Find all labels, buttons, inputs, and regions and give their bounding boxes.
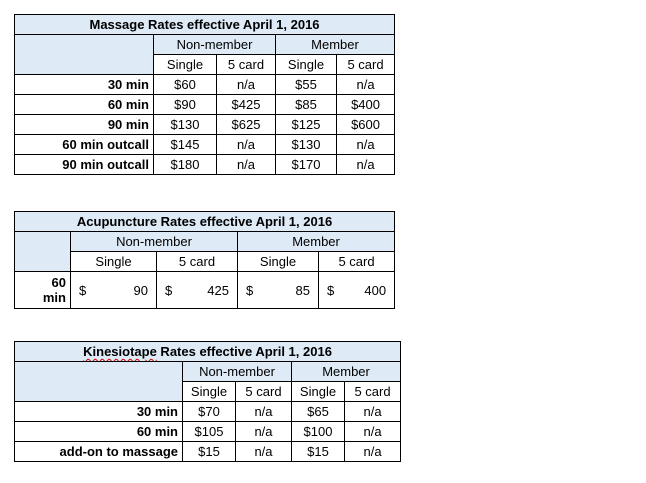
price-cell: [319, 272, 395, 309]
price-cell: $60: [154, 75, 217, 95]
kinesiotape-subheader: Single: [183, 382, 236, 402]
currency-symbol: $: [165, 282, 173, 298]
price-cell: n/a: [337, 155, 395, 175]
row-label: 90 min outcall: [15, 155, 154, 175]
table-row: [15, 272, 395, 309]
table-row: [15, 135, 395, 155]
kinesiotape-subheader: Single: [292, 382, 345, 402]
row-label: [15, 272, 71, 309]
table-row: [15, 442, 401, 462]
price-cell: $130: [154, 115, 217, 135]
price-cell: n/a: [217, 155, 276, 175]
price-cell: n/a: [236, 402, 292, 422]
price-amount: 90: [133, 282, 148, 298]
acupuncture-header-corner: [15, 232, 71, 272]
row-label: 60 min outcall: [15, 135, 154, 155]
acupuncture-table-title: Acupuncture Rates effective April 1, 2016: [15, 212, 395, 232]
price-cell: $400: [337, 95, 395, 115]
price-cell: [238, 272, 319, 309]
price-cell: $600: [337, 115, 395, 135]
price-cell: n/a: [236, 442, 292, 462]
acupuncture-subheader: Single: [71, 252, 157, 272]
price-cell: n/a: [345, 442, 401, 462]
table-row: [15, 95, 395, 115]
price-cell: [157, 272, 238, 309]
price-cell: $15: [183, 442, 236, 462]
price-cell: $625: [217, 115, 276, 135]
massage-subheader: Single: [276, 55, 337, 75]
price-cell: n/a: [236, 422, 292, 442]
kinesiotape-table-title: [15, 342, 401, 362]
acupuncture-rates-table: [14, 211, 395, 309]
table-row: [15, 422, 401, 442]
row-label: 30 min: [15, 402, 183, 422]
kinesiotape-header-corner: [15, 362, 183, 402]
price-cell: $145: [154, 135, 217, 155]
massage-subheader: 5 card: [337, 55, 395, 75]
price-cell: $180: [154, 155, 217, 175]
price-cell: n/a: [217, 75, 276, 95]
massage-group-member: Member: [276, 35, 395, 55]
title-rest: Rates effective April 1, 2016: [156, 344, 332, 359]
massage-header-corner: [15, 35, 154, 75]
price-cell: $125: [276, 115, 337, 135]
kinesiotape-subheader: 5 card: [345, 382, 401, 402]
price-cell: $15: [292, 442, 345, 462]
price-cell: n/a: [345, 422, 401, 442]
kinesiotape-subheader: 5 card: [236, 382, 292, 402]
kinesiotape-rates-table: [14, 341, 401, 462]
acupuncture-group-non-member: Non-member: [71, 232, 238, 252]
row-label: 90 min: [15, 115, 154, 135]
price-cell: $85: [276, 95, 337, 115]
table-row: [15, 155, 395, 175]
table-row: [15, 115, 395, 135]
price-cell: n/a: [217, 135, 276, 155]
price-cell: $65: [292, 402, 345, 422]
massage-table-title: Massage Rates effective April 1, 2016: [15, 15, 395, 35]
acupuncture-subheader: 5 card: [319, 252, 395, 272]
row-label-line: 60: [51, 275, 66, 290]
kinesiotape-group-non-member: Non-member: [183, 362, 292, 382]
price-amount: 425: [207, 282, 229, 298]
price-cell: [71, 272, 157, 309]
currency-symbol: $: [327, 282, 335, 298]
price-cell: $425: [217, 95, 276, 115]
massage-group-non-member: Non-member: [154, 35, 276, 55]
currency-symbol: $: [79, 282, 87, 298]
price-cell: $90: [154, 95, 217, 115]
price-cell: $70: [183, 402, 236, 422]
price-cell: $170: [276, 155, 337, 175]
price-cell: $55: [276, 75, 337, 95]
title-word: Kinesiotape: [83, 344, 157, 359]
table-row: [15, 75, 395, 95]
massage-rates-table: [14, 14, 395, 175]
price-amount: 400: [364, 282, 387, 298]
acupuncture-subheader: Single: [238, 252, 319, 272]
row-label: 30 min: [15, 75, 154, 95]
acupuncture-group-member: Member: [238, 232, 395, 252]
table-row: [15, 402, 401, 422]
currency-symbol: $: [246, 282, 254, 298]
price-amount: 85: [295, 282, 310, 298]
price-cell: n/a: [345, 402, 401, 422]
price-cell: $100: [292, 422, 345, 442]
kinesiotape-group-member: Member: [292, 362, 401, 382]
massage-subheader: Single: [154, 55, 217, 75]
price-cell: $130: [276, 135, 337, 155]
price-cell: n/a: [337, 75, 395, 95]
massage-subheader: 5 card: [217, 55, 276, 75]
price-cell: n/a: [337, 135, 395, 155]
row-label: 60 min: [15, 95, 154, 115]
row-label: 60 min: [15, 422, 183, 442]
acupuncture-subheader: 5 card: [157, 252, 238, 272]
price-cell: $105: [183, 422, 236, 442]
row-label: add-on to massage: [15, 442, 183, 462]
row-label-line: min: [42, 290, 66, 305]
